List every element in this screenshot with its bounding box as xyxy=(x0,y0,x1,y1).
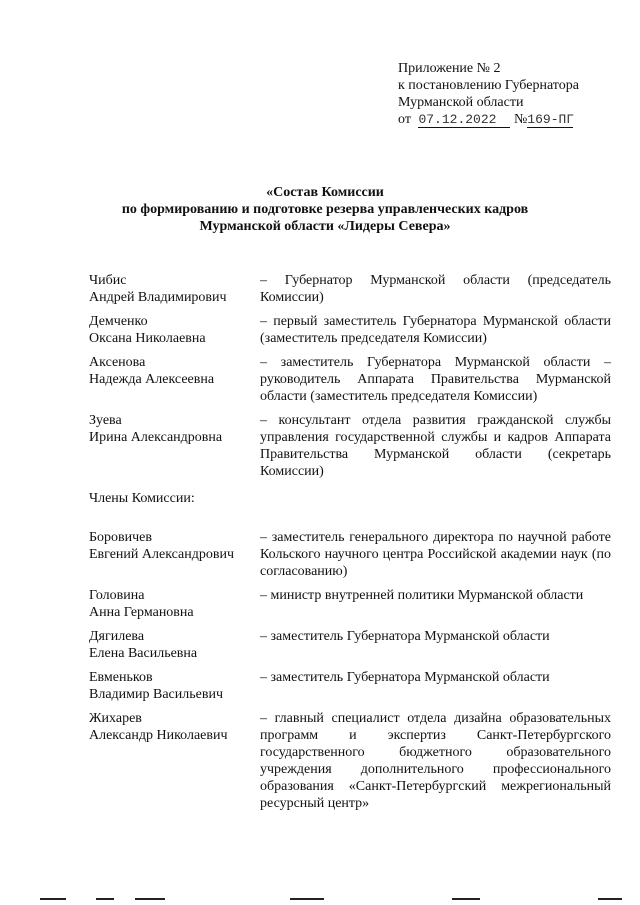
commission-roster xyxy=(89,272,611,819)
member-surname: Жихарев xyxy=(89,711,142,726)
member-name xyxy=(89,272,260,306)
title-line-1: «Состав Комиссии xyxy=(266,185,384,200)
scan-artifact-line xyxy=(135,898,165,900)
roster-row xyxy=(89,628,611,662)
title-line-3: Мурманской области «Лидеры Севера» xyxy=(199,219,451,234)
roster-row xyxy=(89,669,611,703)
title-line-2: по формированию и подготовке резерва управленческих кадров xyxy=(121,202,529,217)
document-title xyxy=(80,184,570,235)
members-section-label: Члены Комиссии: xyxy=(89,491,195,506)
number-label: № xyxy=(513,112,528,127)
member-given-names: Елена Васильевна xyxy=(89,646,198,661)
roster-row xyxy=(89,354,611,405)
member-name xyxy=(89,313,260,347)
member-role: – заместитель Губернатора Мурманской области xyxy=(260,670,550,685)
member-name xyxy=(89,529,260,580)
scan-artifact-line xyxy=(598,898,622,900)
member-role: – министр внутренней политики Мурманской области xyxy=(260,588,584,603)
member-given-names: Александр Николаевич xyxy=(89,728,228,743)
member-role: – консультант отдела развития гражданской службы управления государственной службы и кадров Аппарата Правительства Мурманской области (секретарь Комиссии) xyxy=(260,413,611,479)
roster-row xyxy=(89,587,611,621)
roster-row xyxy=(89,313,611,347)
member-surname: Демченко xyxy=(89,314,148,329)
member-role: – первый заместитель Губернатора Мурманской области (заместитель председателя Комиссии) xyxy=(260,314,611,346)
resolution-date: 07.12.2022 xyxy=(418,113,510,128)
member-role: – заместитель генерального директора по научной работе Кольского научного центра Российской академии наук (по согласованию) xyxy=(260,530,611,579)
member-name xyxy=(89,412,260,480)
roster-row xyxy=(89,710,611,812)
member-name xyxy=(89,587,260,621)
member-role: – главный специалист отдела дизайна образовательных программ и экспертиз Санкт-Петербургского государственного бюджетного образовательного учреждения дополнительного профессионального образования «Санкт-Петербургский межрегиональный ресурсный центр» xyxy=(260,711,611,811)
appendix-resolution-ref: к постановлению Губернатора xyxy=(398,78,579,93)
appendix-header xyxy=(398,60,579,128)
member-role: – заместитель Губернатора Мурманской области – руководитель Аппарата Правительства Мурманской области (заместитель председателя Комиссии) xyxy=(260,355,611,404)
scan-artifact-line xyxy=(290,898,324,900)
member-given-names: Владимир Васильевич xyxy=(89,687,223,702)
member-given-names: Анна Германовна xyxy=(89,605,194,620)
roster-row xyxy=(89,272,611,306)
member-surname: Дягилева xyxy=(89,629,145,644)
member-surname: Боровичев xyxy=(89,530,153,545)
member-name xyxy=(89,354,260,405)
member-given-names: Андрей Владимирович xyxy=(89,290,227,305)
scan-artifact-line xyxy=(40,898,66,900)
resolution-number: 169-ПГ xyxy=(527,112,575,127)
appendix-date-line xyxy=(398,111,579,128)
member-surname: Аксенова xyxy=(89,355,146,370)
member-role: – Губернатор Мурманской области (председатель Комиссии) xyxy=(260,273,611,305)
roster-row xyxy=(89,529,611,580)
member-surname: Зуева xyxy=(89,413,122,428)
member-name xyxy=(89,669,260,703)
member-given-names: Ирина Александровна xyxy=(89,430,223,445)
member-name xyxy=(89,628,260,662)
member-name xyxy=(89,710,260,812)
appendix-number: Приложение № 2 xyxy=(398,61,501,76)
member-given-names: Оксана Николаевна xyxy=(89,331,206,346)
scan-artifact-line xyxy=(452,898,480,900)
member-surname: Головина xyxy=(89,588,145,603)
appendix-region: Мурманской области xyxy=(398,95,524,110)
roster-row xyxy=(89,412,611,480)
member-given-names: Евгений Александрович xyxy=(89,547,235,562)
member-given-names: Надежда Алексеевна xyxy=(89,372,215,387)
member-surname: Чибис xyxy=(89,273,127,288)
from-label: от xyxy=(398,112,411,127)
member-surname: Евменьков xyxy=(89,670,153,685)
member-role: – заместитель Губернатора Мурманской области xyxy=(260,629,550,644)
scan-artifact-line xyxy=(96,898,114,900)
